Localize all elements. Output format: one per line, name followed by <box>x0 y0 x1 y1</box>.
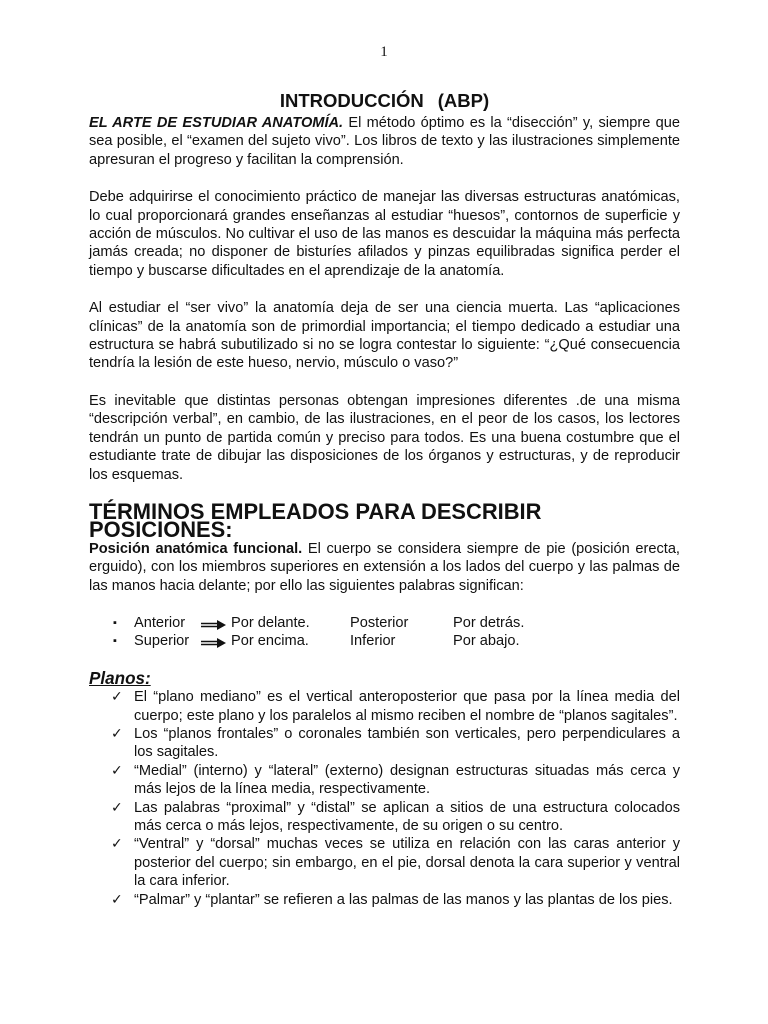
list-item <box>89 835 680 890</box>
checkmark-icon: ✓ <box>111 725 123 742</box>
list-item-text: El “plano mediano” es el vertical anteroposterior que pasa por la línea media del cuerpo; este plano y los paralelos al mismo reciben el nombre de “planos sagitales”. <box>134 689 680 724</box>
list-item-text: Las palabras “proximal” y “distal” se aplican a sitios de una estructura colocados más cerca o más lejos, respectivamente, de su origen o su centro. <box>134 799 680 834</box>
intro-text: El método óptimo es la “disección” y, siempre que sea posible, el “examen del sujeto vivo”. Los libros de texto y las ilustraciones simplemente apresuran el progreso y facilitan la comprensión. <box>89 115 680 168</box>
list-item <box>89 725 680 762</box>
checkmark-icon: ✓ <box>111 836 123 853</box>
list-item <box>89 891 680 909</box>
term-meaning: Por delante. <box>231 614 310 631</box>
page-title <box>89 88 680 114</box>
title-main: INTRODUCCIÓN <box>279 90 424 111</box>
list-item <box>89 799 680 836</box>
list-item-text: Los “planos frontales” o coronales también son verticales, pero perpendiculares a los sagitales. <box>134 725 680 761</box>
term-label: Inferior <box>350 633 396 650</box>
list-item <box>89 688 680 725</box>
list-item <box>89 632 680 650</box>
term-meaning: Por abajo. <box>453 633 520 650</box>
intro-lead: EL ARTE DE ESTUDIAR ANATOMÍA. <box>89 115 344 131</box>
list-item-text: “Ventral” y “dorsal” muchas veces se utiliza en relación con las caras anterior y posterior del cuerpo; sin embargo, en el pie, dorsal denota la cara superior y ventral la cara inferior. <box>134 836 680 890</box>
term-label: Anterior <box>134 614 186 631</box>
planos-heading: Planos: <box>89 668 151 688</box>
term-label: Posterior <box>350 614 409 631</box>
paragraph-illustrations: Es inevitable que distintas personas obtengan impresiones diferentes .de una misma “descripción verbal”, en cambio, de las ilustraciones, en el peor de los casos, los lectores tendrán un punto de partida común y preciso para todos. Es una buena costumbre que el estudiante trate de dibujar las disposiciones de los órganos y estructuras, y de reproducir los esquemas. <box>89 392 680 483</box>
term-label: Superior <box>134 633 190 650</box>
list-item-text: “Palmar” y “plantar” se refieren a las palmas de las manos y las plantas de los pies. <box>134 891 673 908</box>
title-sub: (ABP) <box>437 90 490 111</box>
term-meaning: Por detrás. <box>453 614 525 631</box>
intro-paragraph <box>89 114 680 169</box>
positions-heading: TÉRMINOS EMPLEADOS PARA DESCRIBIR POSICIONES: <box>89 498 542 543</box>
checkmark-icon: ✓ <box>111 689 123 706</box>
position-terms-list <box>89 614 680 651</box>
double-arrow-icon <box>201 636 227 654</box>
checkmark-icon: ✓ <box>111 891 123 908</box>
planos-list <box>89 688 680 909</box>
checkmark-icon: ✓ <box>111 762 123 779</box>
document-body <box>89 88 680 909</box>
checkmark-icon: ✓ <box>111 799 123 816</box>
list-item <box>89 762 680 799</box>
list-item-text: “Medial” (interno) y “lateral” (externo) designan estructuras situadas más cerca y más lejos de la línea media, respectivamente. <box>134 762 680 798</box>
list-item <box>89 614 680 632</box>
page-number: 1 <box>380 44 388 60</box>
paragraph-manual-practice: Debe adquirirse el conocimiento práctico de manejar las diversas estructuras anatómicas, lo cual proporcionará grandes enseñanzas al estudiar “huesos”, contornos de superficie y acción de músculos. No cultivar el uso de las manos es descuidar la máquina más perfecta jamás creada; no disponer de bisturíes afilados y pinzas equilibradas significa perder el tiempo y buscarse dificultades en el aprendizaje de la anatomía. <box>89 189 680 279</box>
term-meaning: Por encima. <box>231 633 309 650</box>
positions-paragraph <box>89 540 680 595</box>
square-bullet-icon: ▪ <box>113 616 117 629</box>
square-bullet-icon: ▪ <box>113 635 117 648</box>
paragraph-living-subject: Al estudiar el “ser vivo” la anatomía deja de ser una ciencia muerta. Las “aplicaciones clínicas” de la anatomía son de primordial importancia; el tiempo dedicado a estudiar una estructura se habrá subutilizado si no se logra contestar lo siguiente: “¿Qué consecuencia tendría la lesión de este hueso, nervio, músculo o vaso?” <box>89 300 680 372</box>
positions-lead: Posición anatómica funcional. <box>89 540 303 557</box>
positions-text: El cuerpo se considera siempre de pie (posición erecta, erguido), con los miembros superiores en extensión a los lados del cuerpo y las palmas de las manos hacia delante; por ello las siguientes palabras significan: <box>89 540 680 594</box>
